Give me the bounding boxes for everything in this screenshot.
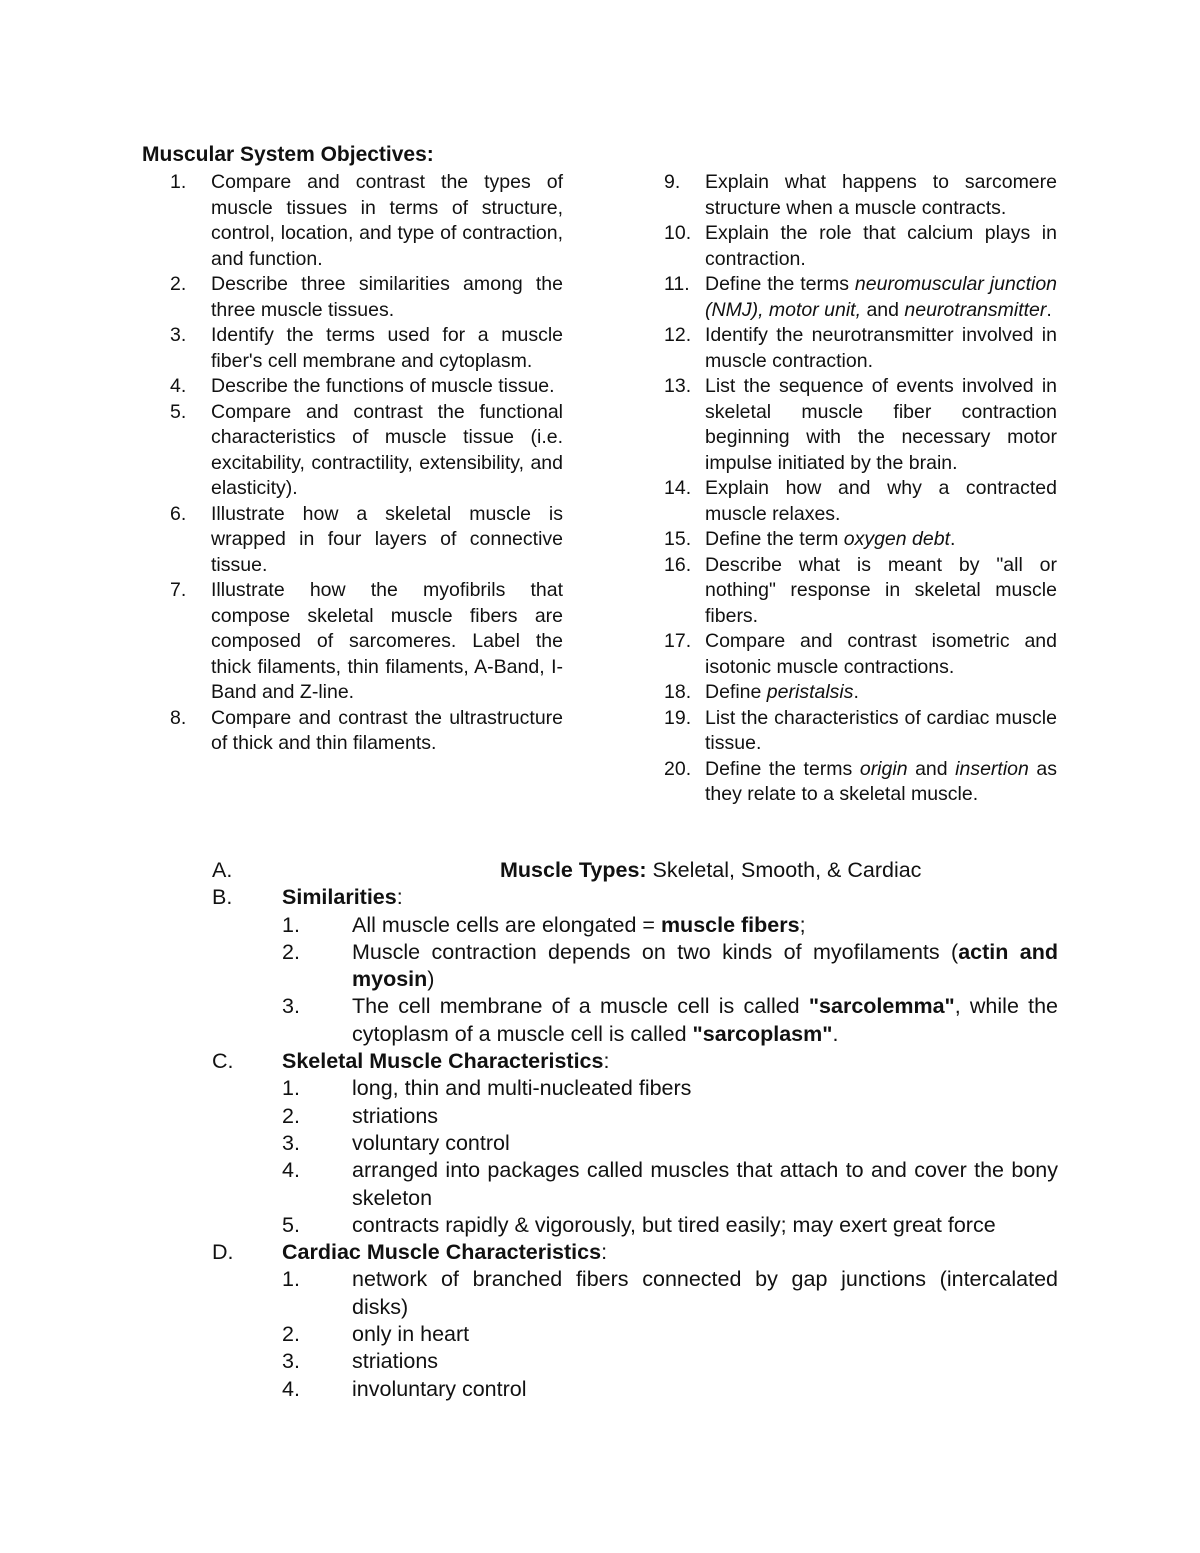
objective-text: Identify the neurotransmitter involved in muscle contraction. <box>705 324 1057 372</box>
section-heading-bold: Skeletal Muscle Characteristics <box>282 1049 604 1074</box>
list-item <box>282 993 1058 1048</box>
section-heading-bold: Muscle Types: <box>500 858 647 882</box>
list-number: 2. <box>282 1103 300 1128</box>
list-number: 4. <box>282 1376 300 1401</box>
list-item <box>282 1075 1058 1102</box>
objective-number: 1. <box>170 171 187 193</box>
objective-text-part: . <box>853 681 859 703</box>
objective-text: Illustrate how a skeletal muscle is wrapped in four layers of connective tissue. <box>211 502 563 576</box>
objective-text <box>705 272 1057 323</box>
section-heading-colon: : <box>601 1240 608 1265</box>
objective-item <box>664 170 1057 221</box>
objective-item <box>664 706 1057 757</box>
list-number: 4. <box>282 1158 300 1183</box>
list-item <box>282 1321 1058 1348</box>
list-item <box>282 1103 1058 1130</box>
objective-number: 18. <box>664 681 692 703</box>
list-number: 2. <box>282 1322 300 1347</box>
objective-item <box>170 170 563 272</box>
list-text: arranged into packages called muscles that attach to and cover the bony skeleton <box>352 1158 1058 1210</box>
objective-item <box>664 757 1057 808</box>
objective-item <box>170 272 563 323</box>
objective-number: 2. <box>170 273 187 295</box>
section-letter: B. <box>212 885 233 910</box>
section-heading <box>282 884 1058 911</box>
list-text-bold: "sarcoplasm" <box>692 1021 833 1046</box>
objective-text: List the characteristics of cardiac muscle tissue. <box>705 706 1057 754</box>
objective-text <box>705 527 1057 553</box>
section-heading <box>282 1239 1058 1266</box>
list-text <box>352 912 1058 939</box>
objective-item <box>170 706 563 757</box>
objective-text: List the sequence of events involved in skeletal muscle fiber contraction beginning with the necessary motor impulse initiated by the brain. <box>705 375 1057 474</box>
list-text: contracts rapidly & vigorously, but tired easily; may exert great force <box>352 1212 996 1237</box>
objective-number: 6. <box>170 502 187 525</box>
list-number: 3. <box>282 994 300 1019</box>
objective-text: Compare and contrast the ultrastructure of thick and thin filaments. <box>211 706 563 754</box>
objective-number: 19. <box>664 706 692 729</box>
objective-item <box>664 680 1057 706</box>
objective-number: 9. <box>664 171 681 193</box>
list-item <box>282 1157 1058 1212</box>
objective-text-part: and <box>861 298 905 321</box>
objective-number: 16. <box>664 553 692 576</box>
objective-text: Illustrate how the myofibrils that compose skeletal muscle fibers are composed of sarcomeres. Label the thick filaments, thin filaments, A-Band, I-Band and Z-line. <box>211 579 563 703</box>
list-item <box>282 1266 1058 1321</box>
list-item <box>282 1376 1058 1403</box>
section-muscle-types <box>212 857 1058 884</box>
list-number: 3. <box>282 1130 300 1155</box>
section-heading-bold: Similarities <box>282 885 397 910</box>
list-text-part: . <box>832 1021 839 1046</box>
objective-text <box>705 757 1057 808</box>
objective-item <box>664 221 1057 272</box>
objective-number: 12. <box>664 324 692 346</box>
objective-number: 4. <box>170 375 187 397</box>
objective-item <box>664 527 1057 553</box>
objective-text: Compare and contrast the types of muscle tissues in terms of structure, control, location, and type of contraction, and function. <box>211 171 563 270</box>
objective-number: 17. <box>664 630 692 652</box>
list-item <box>282 1348 1058 1375</box>
objective-text-part: . <box>1046 298 1052 321</box>
list-item <box>282 1212 1058 1239</box>
objective-item <box>170 374 563 400</box>
list-text-bold: actin and myosin <box>352 939 1058 992</box>
list-text-part: All muscle cells are elongated = <box>352 912 661 937</box>
objective-term: origin <box>859 757 908 780</box>
muscle-outline <box>212 857 1058 1403</box>
list-text-bold: muscle fibers <box>660 912 800 937</box>
objective-number: 20. <box>664 757 692 780</box>
list-text <box>352 939 1058 994</box>
list-number: 2. <box>282 939 300 964</box>
objective-text: Explain how and why a contracted muscle relaxes. <box>705 477 1057 525</box>
list-text-part: ) <box>427 967 435 992</box>
section-skeletal-characteristics <box>212 1048 1058 1075</box>
list-text-part: The cell membrane of a muscle cell is called <box>352 994 809 1019</box>
list-number: 1. <box>282 1267 300 1292</box>
list-item <box>282 939 1058 994</box>
objective-item <box>664 272 1057 323</box>
list-text: network of branched fibers connected by gap junctions (intercalated disks) <box>352 1267 1058 1319</box>
list-item <box>282 1130 1058 1157</box>
objective-text: Explain the role that calcium plays in contraction. <box>705 222 1057 270</box>
objective-number: 3. <box>170 324 187 346</box>
list-text-part: ; <box>799 912 806 937</box>
objective-text-part: Define <box>705 681 767 703</box>
objective-text: Explain what happens to sarcomere structure when a muscle contracts. <box>705 171 1057 219</box>
objective-number: 5. <box>170 400 187 423</box>
objective-term: neurotransmitter <box>904 298 1047 321</box>
objective-text: Identify the terms used for a muscle fiber's cell membrane and cytoplasm. <box>211 324 563 372</box>
section-letter: C. <box>212 1049 234 1074</box>
list-item <box>282 912 1058 939</box>
objective-term: oxygen debt <box>843 528 950 550</box>
section-heading-bold: Cardiac Muscle Characteristics <box>282 1240 602 1265</box>
section-letter: A. <box>212 858 233 882</box>
objectives-left-column <box>170 170 563 757</box>
section-heading <box>282 1048 1058 1075</box>
objective-number: 11. <box>664 273 690 295</box>
section-letter: D. <box>212 1240 234 1265</box>
objective-term: peristalsis <box>766 681 854 703</box>
objective-item <box>664 629 1057 680</box>
objective-term: neuromuscular junction (NMJ), motor unit, <box>705 273 1058 321</box>
objective-item <box>170 400 563 502</box>
objective-text-part: Define the terms <box>705 757 860 780</box>
section-heading <box>500 857 921 884</box>
objective-text: Compare and contrast the functional characteristics of muscle tissue (i.e. excitability, contractility, extensibility, and elasticity). <box>211 400 563 499</box>
objective-item <box>170 578 563 706</box>
list-text: striations <box>352 1103 439 1128</box>
objectives-right-column <box>664 170 1057 808</box>
list-text <box>352 993 1058 1048</box>
objective-text-part: Define the terms <box>705 273 855 295</box>
list-number: 3. <box>282 1349 300 1374</box>
objective-text-part: Define the term <box>705 528 844 550</box>
objective-number: 14. <box>664 477 692 499</box>
objective-item <box>664 553 1057 630</box>
objective-text-part: and <box>907 757 956 780</box>
list-number: 1. <box>282 1076 300 1101</box>
list-text-part: Muscle contraction depends on two kinds of myofilaments ( <box>352 939 959 964</box>
objective-number: 8. <box>170 706 187 729</box>
objective-text-part: as they relate to a skeletal muscle. <box>705 757 1058 805</box>
objective-item <box>170 323 563 374</box>
objective-item <box>664 374 1057 476</box>
list-number: 5. <box>282 1212 300 1237</box>
objective-item <box>664 476 1057 527</box>
objective-text: Describe three similarities among the three muscle tissues. <box>211 273 563 321</box>
section-similarities <box>212 884 1058 911</box>
list-text: striations <box>352 1349 439 1374</box>
objective-text <box>705 680 1057 706</box>
objective-text: Compare and contrast isometric and isotonic muscle contractions. <box>705 630 1057 678</box>
objectives-title: Muscular System Objectives: <box>142 143 434 166</box>
section-heading-text: Skeletal, Smooth, & Cardiac <box>646 858 922 882</box>
objective-number: 15. <box>664 528 692 550</box>
objective-text: Describe the functions of muscle tissue. <box>211 375 555 397</box>
list-text: only in heart <box>352 1322 470 1347</box>
objective-number: 7. <box>170 579 187 601</box>
list-text-part: , while the cytoplasm of a muscle cell is called <box>352 994 1058 1046</box>
list-text: involuntary control <box>352 1376 527 1401</box>
objective-item <box>664 323 1057 374</box>
objective-number: 13. <box>664 375 692 397</box>
objective-term: insertion <box>955 757 1029 780</box>
objective-text-part: . <box>950 528 956 550</box>
section-heading-colon: : <box>603 1049 610 1074</box>
section-heading-colon: : <box>396 885 403 910</box>
list-text-bold: "sarcolemma" <box>808 994 955 1019</box>
section-cardiac-characteristics <box>212 1239 1058 1266</box>
list-number: 1. <box>282 912 300 937</box>
objective-text: Describe what is meant by "all or nothing" response in skeletal muscle fibers. <box>705 553 1057 627</box>
objective-number: 10. <box>664 222 692 244</box>
list-text: long, thin and multi-nucleated fibers <box>352 1076 692 1101</box>
list-text: voluntary control <box>352 1130 510 1155</box>
objective-item <box>170 502 563 579</box>
